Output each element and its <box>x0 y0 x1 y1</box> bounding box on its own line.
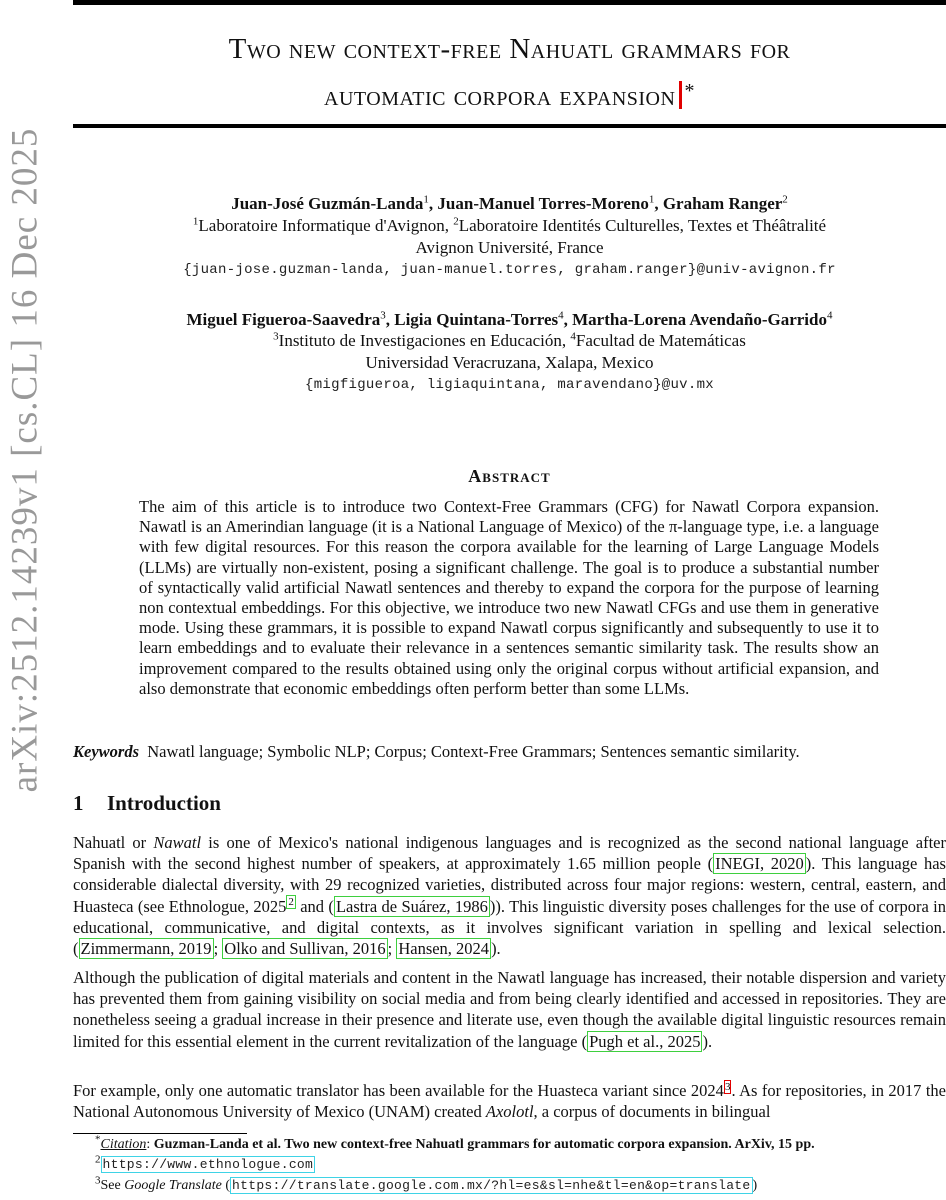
affiliation-sup: 4 <box>570 330 576 343</box>
footnote-link[interactable]: 2 <box>288 896 294 909</box>
footnote-1 <box>95 1133 815 1153</box>
footnote-2 <box>95 1153 315 1173</box>
citation-link[interactable]: Pugh et al., 2025 <box>589 1031 701 1051</box>
arxiv-stamp <box>0 0 50 920</box>
text-run: , a corpus of documents in bilingual <box>533 1102 771 1122</box>
keywords-label: Keywords <box>73 742 139 761</box>
citation-link[interactable]: Zimmermann, 2019 <box>80 939 212 959</box>
affiliations-line-2 <box>73 330 946 352</box>
text-run: Although the publication of digital materials and content in the Nawatl language has increased, their notable dispersion and variety has prevented them from gaining visibility on social media and from being clearly identified and accessed in repositories. They are nonetheless seeing a gradual increase in their presence and literate use, even though the available digital linguistic resources remain limited for this essential element in the current revitalization of the language ( <box>73 968 946 1051</box>
citation-link[interactable]: INEGI, 2020 <box>715 854 804 874</box>
paper-title <box>73 28 946 117</box>
author-name: Juan-Manuel Torres-Moreno <box>437 194 649 213</box>
title-line-2 <box>73 70 946 117</box>
text-run: ; <box>387 939 397 959</box>
paragraph-1 <box>73 832 946 959</box>
footnote-mark: 3 <box>95 1174 101 1187</box>
affiliation-sup: 3 <box>273 330 279 343</box>
footnote-mark: * <box>95 1133 101 1146</box>
footnote-citation-label: Citation <box>100 1137 147 1152</box>
affiliation-university-1: Avignon Université, France <box>415 238 604 257</box>
author-affiliation-sup: 1 <box>648 193 655 206</box>
text-run: )). This linguistic diversity poses challenges for the use of corpora in educational, communicative, and digital contexts, as it involves significant variation in spelling and lexical selection. ( <box>73 896 946 959</box>
text-run: ). This language has considerable dialectal diversity, with 29 recognized varieties, distributed across four major regions: western, central, eastern, and Huasteca (see Ethnologue, 2025 <box>73 854 946 916</box>
text-run-italic: Google Translate <box>124 1178 222 1193</box>
author-affiliation-sup: 1 <box>423 193 429 206</box>
text-run: Nahuatl or <box>73 833 154 852</box>
affiliations-line-1 <box>73 215 946 237</box>
paragraph-2 <box>73 967 946 1052</box>
citation-link[interactable]: Hansen, 2024 <box>398 939 490 959</box>
text-run: . As for repositories, in 2017 the National Autonomous University of Mexico (UNAM) created <box>73 1081 946 1122</box>
title-bottom-rule <box>73 124 946 128</box>
author-name: Juan-José Guzmán-Landa <box>231 194 424 213</box>
affiliation: Laboratoire Identités Culturelles, Textes et Théâtralité <box>458 216 827 235</box>
section-heading <box>73 791 221 816</box>
text-run: ( <box>221 1178 231 1193</box>
footnote-citation-text: Guzman-Landa et al. Two new context-free Nahuatl grammars for automatic corpora expansion. ArXiv, 15 pp. <box>153 1137 815 1152</box>
affiliation-sup: 1 <box>192 215 199 228</box>
author-name: Miguel Figueroa-Saavedra <box>186 310 381 329</box>
abstract-heading: Abstract <box>468 466 551 486</box>
citation-link[interactable]: Olko and Sullivan, 2016 <box>224 939 386 959</box>
title-top-rule <box>73 0 946 5</box>
arxiv-id: arXiv:2512.14239v1 [cs.CL] 16 Dec 2025 <box>4 127 46 793</box>
author-affiliation-sup: 4 <box>558 309 564 322</box>
affiliation: Instituto de Investigaciones en Educación, <box>278 331 567 350</box>
affiliation: Laboratoire Informatique d'Avignon, <box>198 216 449 235</box>
text-run: ). <box>702 1031 713 1051</box>
title-line-2-text: automatic corpora expansion <box>324 80 676 112</box>
text-run: See <box>100 1178 125 1193</box>
text-run: and ( <box>295 896 334 916</box>
author-name: Martha-Lorena Avendaño-Garrido <box>572 310 827 329</box>
title-line-1: Two new context-free Nahuatl grammars for <box>228 33 791 65</box>
paragraph-3 <box>73 1080 946 1122</box>
authors-line-1: Juan-José Guzmán-Landa$^1$, Juan-Manuel Torres-Moreno$^1$, Graham Ranger$^2$ <box>231 193 788 213</box>
author-name: Ligia Quintana-Torres <box>394 310 559 329</box>
text-run: ). <box>491 939 501 959</box>
keywords-text: Nawatl language; Symbolic NLP; Corpus; Context-Free Grammars; Sentences semantic similarity. <box>147 742 800 761</box>
section-title: Introduction <box>107 791 221 815</box>
citation-link[interactable]: Lastra de Suárez, 1986 <box>335 896 488 916</box>
text-run-italic: Nawatl <box>153 833 202 852</box>
author-affiliation-sup: 3 <box>380 309 386 322</box>
email-line-2: {migfigueroa, ligiaquintana, maravendano}@uv.mx <box>305 377 714 393</box>
text-run: ) <box>752 1178 758 1193</box>
text-run: is one of Mexico's national indigenous languages and is recognized as the second national language after Spanish with the second highest number of speakers, at approximately 1.65 million people ( <box>73 833 946 874</box>
footnote-url-link[interactable]: https://translate.google.com.mx/?hl=es&sl=nhe&tl=en&op=translate <box>232 1178 751 1193</box>
affiliation-sup: 2 <box>453 215 459 228</box>
author-name: Graham Ranger <box>662 194 783 213</box>
footnote-3 <box>95 1174 758 1194</box>
text-run: : <box>146 1137 154 1152</box>
text-run-italic: Axolotl <box>485 1102 534 1122</box>
keywords <box>73 742 946 762</box>
footnote-url-link[interactable]: https://www.ethnologue.com <box>102 1157 314 1172</box>
footnote-link[interactable]: 3 <box>724 1080 731 1093</box>
title-footnote-link-box[interactable] <box>679 81 682 109</box>
affiliation: Facultad de Matemáticas <box>575 331 746 350</box>
affiliation-university-2: Universidad Veracruzana, Xalapa, Mexico <box>365 353 654 372</box>
title-footnote-marker[interactable]: * <box>684 80 695 102</box>
author-affiliation-sup: 4 <box>826 309 833 322</box>
text-run: For example, only one automatic translator has been available for the Huasteca variant since 2024 <box>73 1081 724 1100</box>
section-number: 1 <box>73 791 84 815</box>
abstract-text: The aim of this article is to introduce two Context-Free Grammars (CFG) for Nawatl Corpora expansion. Nawatl is an Amerindian language (it is a National Language of Mexico) of the π-language type, i.e. a language with few digital resources. For this reason the corpora available for the learning of Large Language Models (LLMs) are virtually non-existent, posing a significant challenge. The goal is to produce a substantial number of syntactically valid artificial Nawatl sentences and thereby to expand the corpora for the purpose of learning non contextual embeddings. For this objective, we introduce two new Nawatl CFGs and use them in generative mode. Using these grammars, it is possible to expand Nawatl corpus significantly and subsequently to use it to learn embeddings and to evaluate their relevance in a sentences semantic similarity task. The results show an improvement compared to the results obtained using only the original corpus without artificial expansion, and also demonstrate that economic embeddings often perform better than some LLMs. <box>139 497 879 698</box>
author-affiliation-sup: 2 <box>782 193 788 206</box>
footnote-mark: 2 <box>95 1153 101 1166</box>
text-run: ; <box>213 939 223 959</box>
email-line-1: {juan-jose.guzman-landa, juan-manuel.torres, graham.ranger}@univ-avignon.fr <box>183 262 836 278</box>
authors-line-2: Miguel Figueroa-Saavedra$^3$, Ligia Quintana-Torres$^4$, Martha-Lorena Avendaño-Garrido$^4$ <box>186 309 833 329</box>
